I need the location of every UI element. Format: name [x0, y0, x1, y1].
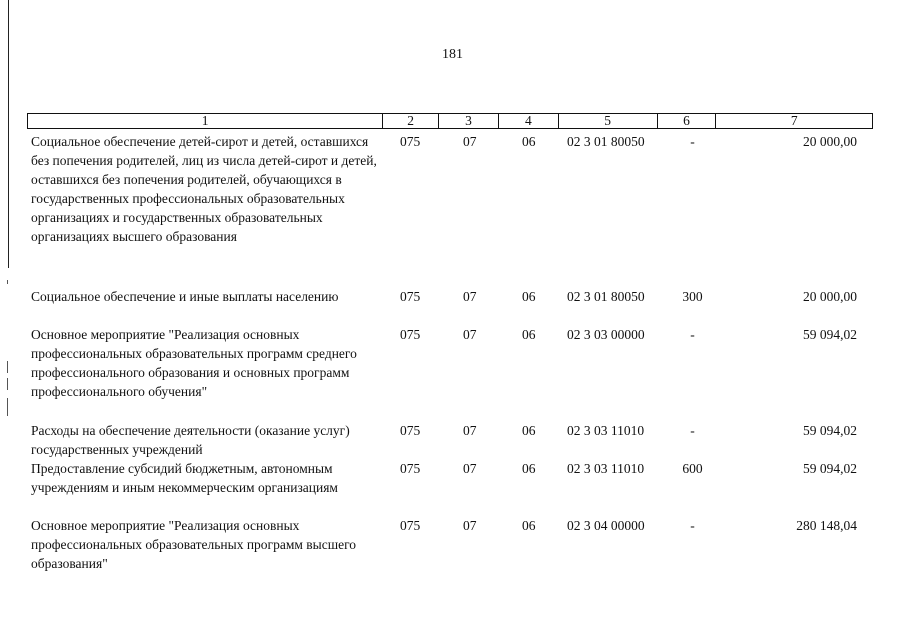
target-article-code: 02 3 03 11010 [567, 423, 645, 438]
amount: 59 094,02 [803, 461, 857, 476]
section-code: 07 [463, 327, 477, 342]
grbs-code: 075 [400, 518, 421, 533]
margin-mark [7, 280, 8, 284]
margin-mark [7, 398, 8, 416]
column-header: 2 [383, 114, 439, 128]
expense-type-code: - [690, 134, 695, 149]
column-header: 6 [658, 114, 717, 128]
page-number: 181 [442, 47, 463, 62]
expense-name: Расходы на обеспечение деятельности (оказание услуг) государственных учреждений [31, 423, 350, 457]
section-code: 07 [463, 423, 477, 438]
subsection-code: 06 [522, 518, 536, 533]
subsection-code: 06 [522, 134, 536, 149]
section-code: 07 [463, 461, 477, 476]
target-article-code: 02 3 01 80050 [567, 289, 645, 304]
expense-name: Социальное обеспечение и иные выплаты населению [31, 289, 339, 304]
column-header: 7 [790, 113, 798, 128]
expense-name: Основное мероприятие "Реализация основных профессиональных образовательных программ среднего профессионального образования и основных программ профессионального обучения" [31, 327, 357, 399]
grbs-code: 075 [400, 327, 421, 342]
expense-type-code: - [690, 423, 695, 438]
grbs-code: 075 [400, 134, 421, 149]
amount: 20 000,00 [803, 289, 857, 304]
target-article-code: 02 3 01 80050 [567, 134, 645, 149]
section-code: 07 [463, 134, 477, 149]
expense-name: Основное мероприятие "Реализация основных профессиональных образовательных программ высшего образования" [31, 518, 357, 571]
column-header: 1 [28, 114, 383, 128]
column-header: 4 [499, 114, 559, 128]
section-code: 07 [463, 289, 477, 304]
subsection-code: 06 [522, 423, 536, 438]
target-article-code: 02 3 03 11010 [567, 461, 645, 476]
expense-type-code: 600 [682, 461, 703, 476]
grbs-code: 075 [400, 289, 421, 304]
left-margin-line [8, 0, 9, 268]
section-code: 07 [463, 518, 477, 533]
amount: 59 094,02 [803, 423, 857, 438]
expense-name: Предоставление субсидий бюджетным, автономным учреждениям и иным некоммерческим организациям [31, 461, 338, 495]
expense-type-code: - [690, 518, 695, 533]
target-article-code: 02 3 04 00000 [567, 518, 645, 533]
grbs-code: 075 [400, 461, 421, 476]
subsection-code: 06 [522, 461, 536, 476]
expense-name: Социальное обеспечение детей-сирот и детей, оставшихся без попечения родителей, лиц из числа детей-сирот и детей, оставшихся без попечения родителей, обучающихся в государственных профессиональных образовательных организациях и государственных образовательных организациях высшего образования [31, 134, 377, 244]
grbs-code: 075 [400, 423, 421, 438]
expense-type-code: 300 [682, 289, 703, 304]
amount: 280 148,04 [796, 518, 857, 533]
column-header: 3 [439, 114, 499, 128]
subsection-code: 06 [522, 289, 536, 304]
margin-mark [7, 378, 8, 390]
subsection-code: 06 [522, 327, 536, 342]
expense-type-code: - [690, 327, 695, 342]
column-header: 5 [559, 114, 658, 128]
margin-mark [7, 361, 8, 373]
amount: 20 000,00 [803, 134, 857, 149]
table-header [27, 113, 873, 129]
amount: 59 094,02 [803, 327, 857, 342]
target-article-code: 02 3 03 00000 [567, 327, 645, 342]
